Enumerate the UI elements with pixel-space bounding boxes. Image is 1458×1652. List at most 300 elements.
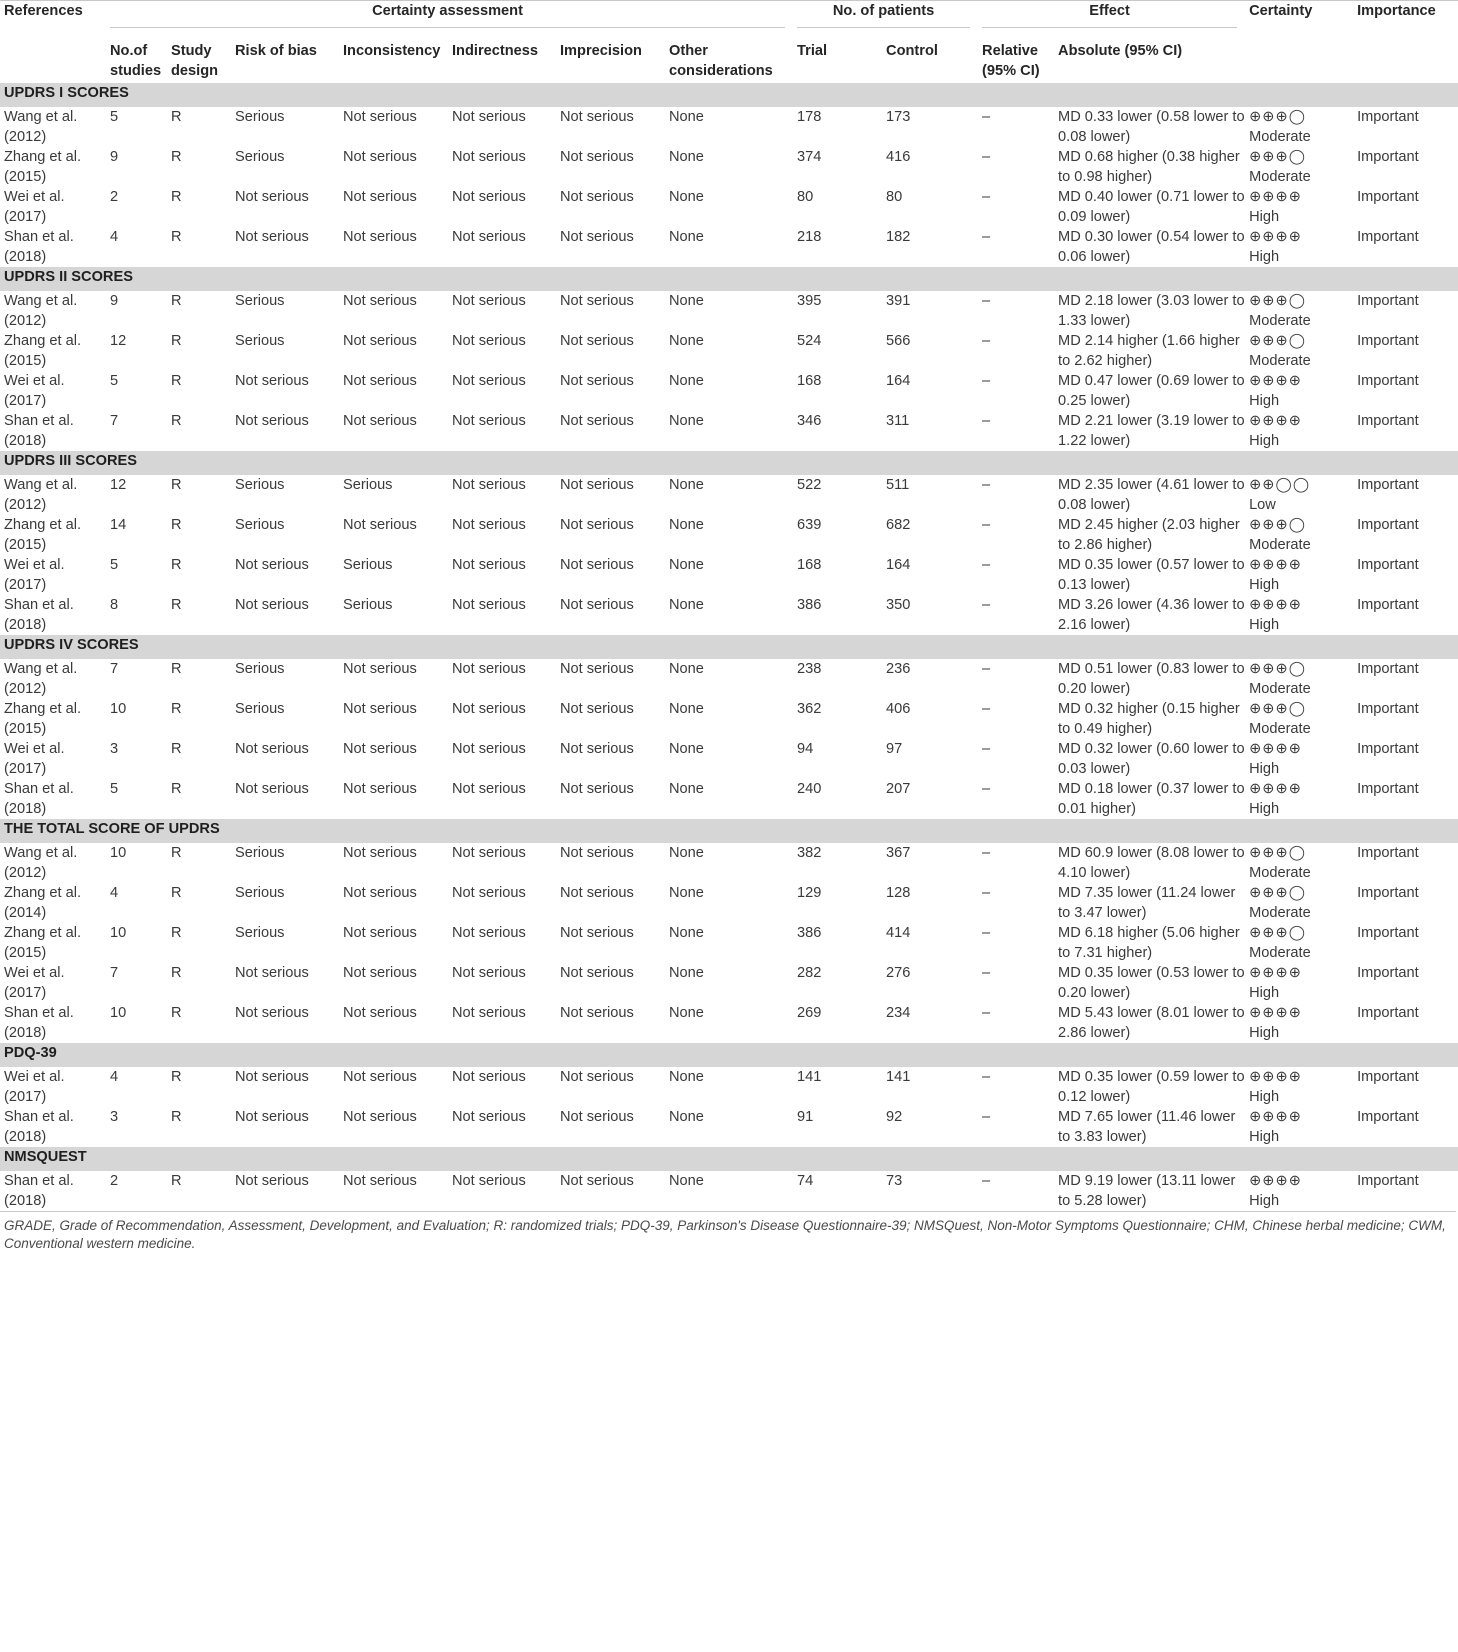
certainty-rating-icon: ⊕⊕⊕◯	[1249, 149, 1307, 165]
imprecision-cell: Not serious	[560, 373, 634, 389]
study-design-cell: R	[171, 1173, 182, 1189]
absolute-effect-cell: MD 0.32 lower (0.60 lower to 0.03 lower)	[1058, 741, 1245, 777]
relative-effect-cell: –	[982, 845, 991, 861]
importance-cell: Important	[1357, 373, 1419, 389]
importance-cell: Important	[1357, 413, 1419, 429]
certainty-label: Moderate	[1249, 129, 1311, 145]
absolute-effect-cell: MD 0.30 lower (0.54 lower to 0.06 lower)	[1058, 229, 1245, 265]
section-title: UPDRS I SCORES	[0, 83, 1458, 107]
trial-count-cell: 240	[797, 781, 822, 797]
inconsistency-cell: Serious	[343, 597, 393, 613]
risk-of-bias-cell: Serious	[235, 925, 285, 941]
risk-of-bias-cell: Not serious	[235, 781, 309, 797]
certainty-cell	[1245, 963, 1353, 1003]
risk-of-bias-cell: Serious	[235, 293, 285, 309]
indirectness-cell: Not serious	[452, 845, 526, 861]
certainty-label: Moderate	[1249, 313, 1311, 329]
table-row	[0, 227, 1458, 267]
study-design-cell: R	[171, 373, 182, 389]
table-row	[0, 371, 1458, 411]
other-considerations-cell: None	[669, 413, 704, 429]
inconsistency-cell: Not serious	[343, 413, 417, 429]
inconsistency-cell: Not serious	[343, 1005, 417, 1021]
certainty-label: Low	[1249, 497, 1276, 513]
inconsistency-cell: Not serious	[343, 1069, 417, 1085]
imprecision-cell: Not serious	[560, 189, 634, 205]
certainty-cell	[1245, 291, 1353, 331]
reference-cell: Wei et al. (2017)	[4, 557, 65, 593]
certainty-rating-icon: ⊕⊕⊕◯	[1249, 885, 1307, 901]
absolute-effect-cell: MD 0.35 lower (0.57 lower to 0.13 lower)	[1058, 557, 1245, 593]
study-design-cell: R	[171, 885, 182, 901]
trial-count-cell: 522	[797, 477, 822, 493]
imprecision-cell: Not serious	[560, 741, 634, 757]
risk-of-bias-cell: Serious	[235, 109, 285, 125]
certainty-cell	[1245, 187, 1353, 227]
imprecision-cell: Not serious	[560, 885, 634, 901]
indirectness-cell: Not serious	[452, 597, 526, 613]
section-header-row	[0, 635, 1458, 659]
certainty-cell	[1245, 699, 1353, 739]
imprecision-cell: Not serious	[560, 557, 634, 573]
certainty-rating-icon: ⊕⊕⊕◯	[1249, 293, 1307, 309]
reference-cell: Wang et al. (2012)	[4, 293, 78, 329]
certainty-rating-icon: ⊕⊕⊕⊕	[1249, 413, 1302, 429]
trial-count-cell: 386	[797, 925, 822, 941]
header-inconsistency: Inconsistency	[343, 43, 441, 59]
studies-count-cell: 8	[110, 597, 119, 613]
relative-effect-cell: –	[982, 1109, 991, 1125]
other-considerations-cell: None	[669, 1109, 704, 1125]
table-row	[0, 963, 1458, 1003]
risk-of-bias-cell: Serious	[235, 333, 285, 349]
header-relative: Relative (95% CI)	[982, 43, 1040, 79]
trial-count-cell: 94	[797, 741, 814, 757]
indirectness-cell: Not serious	[452, 557, 526, 573]
certainty-rating-icon: ⊕⊕⊕⊕	[1249, 741, 1302, 757]
header-blank-2	[1245, 41, 1353, 83]
imprecision-cell: Not serious	[560, 845, 634, 861]
table-row	[0, 187, 1458, 227]
certainty-label: High	[1249, 617, 1280, 633]
studies-count-cell: 10	[110, 845, 127, 861]
other-considerations-cell: None	[669, 1005, 704, 1021]
inconsistency-cell: Not serious	[343, 965, 417, 981]
study-design-cell: R	[171, 1109, 182, 1125]
header-no-of-patients: No. of patients	[793, 1, 978, 42]
absolute-effect-cell: MD 6.18 higher (5.06 higher to 7.31 higher)	[1058, 925, 1240, 961]
study-design-cell: R	[171, 1005, 182, 1021]
section-title: UPDRS III SCORES	[0, 451, 1458, 475]
studies-count-cell: 5	[110, 373, 119, 389]
inconsistency-cell: Serious	[343, 557, 393, 573]
inconsistency-cell: Not serious	[343, 781, 417, 797]
other-considerations-cell: None	[669, 149, 704, 165]
certainty-label: Moderate	[1249, 169, 1311, 185]
study-design-cell: R	[171, 293, 182, 309]
inconsistency-cell: Serious	[343, 477, 393, 493]
relative-effect-cell: –	[982, 701, 991, 717]
inconsistency-cell: Not serious	[343, 661, 417, 677]
trial-count-cell: 269	[797, 1005, 822, 1021]
absolute-effect-cell: MD 5.43 lower (8.01 lower to 2.86 lower)	[1058, 1005, 1245, 1041]
table-row	[0, 1067, 1458, 1107]
table-row	[0, 1171, 1458, 1211]
inconsistency-cell: Not serious	[343, 701, 417, 717]
table-row	[0, 699, 1458, 739]
importance-cell: Important	[1357, 293, 1419, 309]
indirectness-cell: Not serious	[452, 885, 526, 901]
header-absolute: Absolute (95% CI)	[1058, 43, 1183, 59]
control-count-cell: 276	[886, 965, 911, 981]
certainty-rating-icon: ⊕⊕⊕⊕	[1249, 229, 1302, 245]
reference-cell: Wei et al. (2017)	[4, 741, 65, 777]
control-count-cell: 416	[886, 149, 911, 165]
trial-count-cell: 639	[797, 517, 822, 533]
other-considerations-cell: None	[669, 293, 704, 309]
certainty-label: High	[1249, 985, 1280, 1001]
certainty-cell	[1245, 371, 1353, 411]
section-header-row	[0, 819, 1458, 843]
certainty-rating-icon: ⊕⊕⊕⊕	[1249, 965, 1302, 981]
imprecision-cell: Not serious	[560, 965, 634, 981]
inconsistency-cell: Not serious	[343, 845, 417, 861]
relative-effect-cell: –	[982, 885, 991, 901]
control-count-cell: 682	[886, 517, 911, 533]
other-considerations-cell: None	[669, 885, 704, 901]
certainty-cell	[1245, 515, 1353, 555]
imprecision-cell: Not serious	[560, 109, 634, 125]
relative-effect-cell: –	[982, 781, 991, 797]
control-count-cell: 391	[886, 293, 911, 309]
header-indirectness: Indirectness	[452, 43, 538, 59]
trial-count-cell: 168	[797, 373, 822, 389]
inconsistency-cell: Not serious	[343, 885, 417, 901]
inconsistency-cell: Not serious	[343, 333, 417, 349]
study-design-cell: R	[171, 477, 182, 493]
reference-cell: Shan et al. (2018)	[4, 1173, 74, 1209]
section-header-row	[0, 1043, 1458, 1067]
risk-of-bias-cell: Not serious	[235, 1069, 309, 1085]
table-row	[0, 1003, 1458, 1043]
section-title: NMSQUEST	[0, 1147, 1458, 1171]
absolute-effect-cell: MD 7.35 lower (11.24 lower to 3.47 lower)	[1058, 885, 1236, 921]
certainty-cell	[1245, 227, 1353, 267]
table-row	[0, 291, 1458, 331]
trial-count-cell: 524	[797, 333, 822, 349]
studies-count-cell: 5	[110, 781, 119, 797]
studies-count-cell: 10	[110, 1005, 127, 1021]
trial-count-cell: 362	[797, 701, 822, 717]
certainty-cell	[1245, 1067, 1353, 1107]
certainty-rating-icon: ⊕⊕⊕◯	[1249, 517, 1307, 533]
header-control: Control	[886, 43, 938, 59]
study-design-cell: R	[171, 333, 182, 349]
relative-effect-cell: –	[982, 477, 991, 493]
other-considerations-cell: None	[669, 741, 704, 757]
section-title: THE TOTAL SCORE OF UPDRS	[0, 819, 1458, 843]
indirectness-cell: Not serious	[452, 109, 526, 125]
reference-cell: Zhang et al. (2015)	[4, 925, 82, 961]
study-design-cell: R	[171, 149, 182, 165]
importance-cell: Important	[1357, 1173, 1419, 1189]
imprecision-cell: Not serious	[560, 701, 634, 717]
section-title: UPDRS II SCORES	[0, 267, 1458, 291]
table-row	[0, 1107, 1458, 1147]
certainty-label: Moderate	[1249, 905, 1311, 921]
other-considerations-cell: None	[669, 1069, 704, 1085]
reference-cell: Zhang et al. (2014)	[4, 885, 82, 921]
study-design-cell: R	[171, 189, 182, 205]
relative-effect-cell: –	[982, 1005, 991, 1021]
trial-count-cell: 382	[797, 845, 822, 861]
control-count-cell: 173	[886, 109, 911, 125]
certainty-cell	[1245, 147, 1353, 187]
header-other-considerations: Other considerations	[669, 43, 773, 79]
study-design-cell: R	[171, 413, 182, 429]
trial-count-cell: 386	[797, 597, 822, 613]
relative-effect-cell: –	[982, 965, 991, 981]
importance-cell: Important	[1357, 741, 1419, 757]
certainty-rating-icon: ⊕⊕⊕⊕	[1249, 373, 1302, 389]
trial-count-cell: 178	[797, 109, 822, 125]
imprecision-cell: Not serious	[560, 1109, 634, 1125]
importance-cell: Important	[1357, 557, 1419, 573]
control-count-cell: 164	[886, 557, 911, 573]
certainty-label: High	[1249, 1089, 1280, 1105]
table-row	[0, 883, 1458, 923]
certainty-label: Moderate	[1249, 681, 1311, 697]
risk-of-bias-cell: Not serious	[235, 413, 309, 429]
control-count-cell: 414	[886, 925, 911, 941]
trial-count-cell: 168	[797, 557, 822, 573]
inconsistency-cell: Not serious	[343, 189, 417, 205]
absolute-effect-cell: MD 7.65 lower (11.46 lower to 3.83 lower)	[1058, 1109, 1236, 1145]
header-importance: Importance	[1353, 1, 1458, 42]
studies-count-cell: 7	[110, 661, 119, 677]
certainty-cell	[1245, 739, 1353, 779]
other-considerations-cell: None	[669, 701, 704, 717]
header-risk-of-bias: Risk of bias	[235, 43, 317, 59]
certainty-rating-icon: ⊕⊕⊕⊕	[1249, 781, 1302, 797]
header-certainty: Certainty	[1245, 1, 1353, 42]
certainty-rating-icon: ⊕⊕⊕⊕	[1249, 1069, 1302, 1085]
studies-count-cell: 4	[110, 229, 119, 245]
table-row	[0, 595, 1458, 635]
other-considerations-cell: None	[669, 845, 704, 861]
certainty-cell	[1245, 595, 1353, 635]
reference-cell: Shan et al. (2018)	[4, 229, 74, 265]
importance-cell: Important	[1357, 1005, 1419, 1021]
inconsistency-cell: Not serious	[343, 109, 417, 125]
reference-cell: Shan et al. (2018)	[4, 597, 74, 633]
indirectness-cell: Not serious	[452, 701, 526, 717]
relative-effect-cell: –	[982, 413, 991, 429]
study-design-cell: R	[171, 845, 182, 861]
certainty-rating-icon: ⊕⊕⊕⊕	[1249, 1109, 1302, 1125]
importance-cell: Important	[1357, 149, 1419, 165]
studies-count-cell: 12	[110, 333, 127, 349]
section-title: PDQ-39	[0, 1043, 1458, 1067]
inconsistency-cell: Not serious	[343, 1109, 417, 1125]
importance-cell: Important	[1357, 109, 1419, 125]
imprecision-cell: Not serious	[560, 413, 634, 429]
certainty-cell	[1245, 883, 1353, 923]
importance-cell: Important	[1357, 517, 1419, 533]
trial-count-cell: 80	[797, 189, 814, 205]
table-body	[0, 83, 1458, 1211]
certainty-cell	[1245, 923, 1353, 963]
header-effect: Effect	[978, 1, 1245, 42]
table-row	[0, 923, 1458, 963]
study-design-cell: R	[171, 597, 182, 613]
study-design-cell: R	[171, 109, 182, 125]
absolute-effect-cell: MD 0.47 lower (0.69 lower to 0.25 lower)	[1058, 373, 1245, 409]
imprecision-cell: Not serious	[560, 293, 634, 309]
imprecision-cell: Not serious	[560, 1005, 634, 1021]
relative-effect-cell: –	[982, 189, 991, 205]
risk-of-bias-cell: Not serious	[235, 557, 309, 573]
certainty-cell	[1245, 555, 1353, 595]
risk-of-bias-cell: Serious	[235, 845, 285, 861]
trial-count-cell: 346	[797, 413, 822, 429]
imprecision-cell: Not serious	[560, 661, 634, 677]
imprecision-cell: Not serious	[560, 229, 634, 245]
reference-cell: Zhang et al. (2015)	[4, 517, 82, 553]
trial-count-cell: 395	[797, 293, 822, 309]
importance-cell: Important	[1357, 925, 1419, 941]
risk-of-bias-cell: Not serious	[235, 373, 309, 389]
certainty-label: High	[1249, 209, 1280, 225]
relative-effect-cell: –	[982, 229, 991, 245]
relative-effect-cell: –	[982, 1069, 991, 1085]
relative-effect-cell: –	[982, 149, 991, 165]
control-count-cell: 128	[886, 885, 911, 901]
other-considerations-cell: None	[669, 597, 704, 613]
risk-of-bias-cell: Serious	[235, 661, 285, 677]
absolute-effect-cell: MD 2.18 lower (3.03 lower to 1.33 lower)	[1058, 293, 1245, 329]
risk-of-bias-cell: Not serious	[235, 1173, 309, 1189]
indirectness-cell: Not serious	[452, 477, 526, 493]
reference-cell: Zhang et al. (2015)	[4, 333, 82, 369]
reference-cell: Wei et al. (2017)	[4, 189, 65, 225]
absolute-effect-cell: MD 0.40 lower (0.71 lower to 0.09 lower)	[1058, 189, 1245, 225]
studies-count-cell: 4	[110, 1069, 119, 1085]
absolute-effect-cell: MD 9.19 lower (13.11 lower to 5.28 lower)	[1058, 1173, 1236, 1209]
absolute-effect-cell: MD 2.35 lower (4.61 lower to 0.08 lower)	[1058, 477, 1245, 513]
other-considerations-cell: None	[669, 109, 704, 125]
certainty-label: Moderate	[1249, 865, 1311, 881]
other-considerations-cell: None	[669, 477, 704, 493]
study-design-cell: R	[171, 1069, 182, 1085]
indirectness-cell: Not serious	[452, 965, 526, 981]
importance-cell: Important	[1357, 477, 1419, 493]
control-count-cell: 207	[886, 781, 911, 797]
trial-count-cell: 141	[797, 1069, 822, 1085]
importance-cell: Important	[1357, 661, 1419, 677]
header-imprecision: Imprecision	[560, 43, 642, 59]
risk-of-bias-cell: Serious	[235, 885, 285, 901]
absolute-effect-cell: MD 0.35 lower (0.59 lower to 0.12 lower)	[1058, 1069, 1245, 1105]
reference-cell: Wei et al. (2017)	[4, 373, 65, 409]
relative-effect-cell: –	[982, 293, 991, 309]
other-considerations-cell: None	[669, 925, 704, 941]
control-count-cell: 566	[886, 333, 911, 349]
absolute-effect-cell: MD 2.21 lower (3.19 lower to 1.22 lower)	[1058, 413, 1245, 449]
reference-cell: Shan et al. (2018)	[4, 781, 74, 817]
imprecision-cell: Not serious	[560, 781, 634, 797]
certainty-cell	[1245, 107, 1353, 147]
control-count-cell: 182	[886, 229, 911, 245]
header-blank-3	[1353, 41, 1458, 83]
importance-cell: Important	[1357, 333, 1419, 349]
indirectness-cell: Not serious	[452, 413, 526, 429]
other-considerations-cell: None	[669, 189, 704, 205]
table-row	[0, 659, 1458, 699]
studies-count-cell: 14	[110, 517, 127, 533]
header-trial: Trial	[797, 43, 828, 59]
studies-count-cell: 10	[110, 925, 127, 941]
indirectness-cell: Not serious	[452, 293, 526, 309]
certainty-label: High	[1249, 1193, 1280, 1209]
reference-cell: Wang et al. (2012)	[4, 477, 78, 513]
table-footnote: GRADE, Grade of Recommendation, Assessment, Development, and Evaluation; R: randomized trials; PDQ-39, Parkinson's Disease Questionnaire-39; NMSQuest, Non-Motor Symptoms Questionnaire; CHM, Chinese herbal medicine; CWM, Conventional western medicine.	[0, 1211, 1456, 1253]
other-considerations-cell: None	[669, 781, 704, 797]
absolute-effect-cell: MD 0.18 lower (0.37 lower to 0.01 higher)	[1058, 781, 1245, 817]
absolute-effect-cell: MD 0.51 lower (0.83 lower to 0.20 lower)	[1058, 661, 1245, 697]
trial-count-cell: 129	[797, 885, 822, 901]
importance-cell: Important	[1357, 229, 1419, 245]
certainty-label: Moderate	[1249, 721, 1311, 737]
risk-of-bias-cell: Not serious	[235, 965, 309, 981]
studies-count-cell: 5	[110, 109, 119, 125]
indirectness-cell: Not serious	[452, 781, 526, 797]
control-count-cell: 164	[886, 373, 911, 389]
certainty-cell	[1245, 1107, 1353, 1147]
section-header-row	[0, 451, 1458, 475]
certainty-rating-icon: ⊕⊕⊕⊕	[1249, 1005, 1302, 1021]
header-certainty-assessment: Certainty assessment	[106, 1, 793, 42]
studies-count-cell: 5	[110, 557, 119, 573]
indirectness-cell: Not serious	[452, 1173, 526, 1189]
trial-count-cell: 91	[797, 1109, 814, 1125]
header-no-of-studies: No.of studies	[110, 43, 162, 79]
studies-count-cell: 2	[110, 1173, 119, 1189]
reference-cell: Wei et al. (2017)	[4, 965, 65, 1001]
other-considerations-cell: None	[669, 557, 704, 573]
inconsistency-cell: Not serious	[343, 229, 417, 245]
risk-of-bias-cell: Serious	[235, 517, 285, 533]
certainty-rating-icon: ⊕⊕⊕◯	[1249, 925, 1307, 941]
relative-effect-cell: –	[982, 373, 991, 389]
reference-cell: Shan et al. (2018)	[4, 1005, 74, 1041]
study-design-cell: R	[171, 661, 182, 677]
section-header-row	[0, 1147, 1458, 1171]
table-row	[0, 843, 1458, 883]
control-count-cell: 80	[886, 189, 903, 205]
imprecision-cell: Not serious	[560, 1069, 634, 1085]
section-title: UPDRS IV SCORES	[0, 635, 1458, 659]
table-row	[0, 331, 1458, 371]
control-count-cell: 511	[886, 477, 910, 493]
absolute-effect-cell: MD 2.14 higher (1.66 higher to 2.62 higher)	[1058, 333, 1240, 369]
certainty-rating-icon: ⊕⊕⊕⊕	[1249, 557, 1302, 573]
reference-cell: Wang et al. (2012)	[4, 845, 78, 881]
table-row	[0, 779, 1458, 819]
studies-count-cell: 9	[110, 293, 119, 309]
importance-cell: Important	[1357, 1109, 1419, 1125]
certainty-label: High	[1249, 577, 1280, 593]
